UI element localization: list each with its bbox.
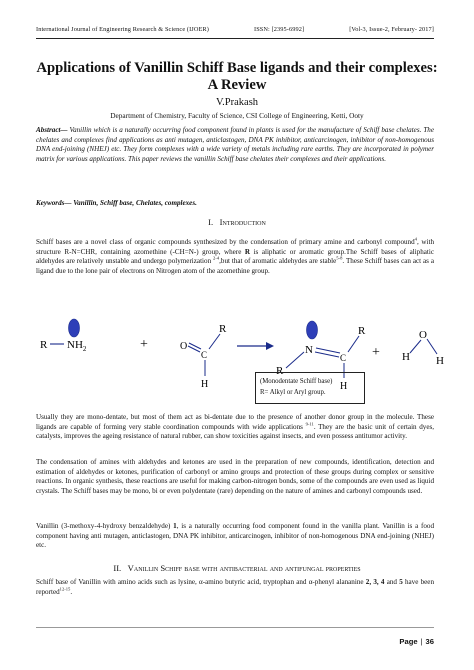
paragraph-text: . They are the basic unit of certain dyes, catalysts, improves the ageing resistance of natural rubber, can show toxicities against insects, and even possess antitumor activity. [36,422,435,441]
product-r2-label: R [358,325,366,337]
carbonyl-r-label: R [219,323,227,335]
compound-number: 5 [399,578,403,586]
abstract [36,126,434,164]
footer-rule [36,627,434,628]
amine-r-label: R [40,339,48,351]
legend-line-2: R= Alkyl or Aryl group. [260,389,326,396]
paragraph-condensation: The condensation of amines with aldehydes and ketones are used in the preparation of new compounds, identification, detection and estimation of aldehydes or ketones, purification of carbonyl or amino groups and protection of these groups during complex or sensitive reactions. In organic synthesis, these reactions are useful for making carbon-nitrogen bonds, some of the compounds are even used as liquid crystals. The Schiff bases may be mono, bi or even polydentate (rare) depending on the nature of amines and carbonyl compounds used. [36,458,434,495]
legend-line-1: (Monodentate Schiff base) [260,378,333,385]
water-o-label: O [419,329,427,341]
journal-name: International Journal of Engineering Research & Science (IJOER) [36,26,209,33]
r-n-bond-product [286,352,304,368]
product-h-label: H [340,381,348,392]
paragraph-amino-acids [36,578,434,597]
intro-text: ,but that of aromatic aldehydes are stable [219,257,337,266]
citation: 5-8 [336,255,343,261]
c-n-double-bond [316,348,340,353]
compound-numbers: 2, 3, 4 [365,578,385,586]
section-heading-antibacterial [0,563,474,573]
page-number: 36 [425,637,434,646]
header-rule [36,38,434,39]
o-h-bond-left [410,340,421,353]
intro-text: Schiff bases are a novel class of organic compounds synthesized by the condensation of primary amine and carbonyl compound [36,238,415,246]
section-title: Vanillin Schiff base with antibacterial and antifungal properties [127,563,361,573]
citation: 2-4 [213,255,220,261]
carbonyl-c-label: C [201,350,208,360]
issn: ISSN: [2395-6992] [254,26,305,33]
paragraph-text: have been reported [36,578,435,596]
c-n-double-bond-2 [315,352,339,357]
page-separator: | [420,637,423,646]
amine-nh2-label: $NH_2$ [67,339,87,353]
keywords: Keywords— Vanillin, Schiff base, Chelates, complexes. [36,199,197,207]
running-header [36,26,434,33]
paragraph-text: Schiff base of Vanillin with amino acids such as lysine, α-amino butyric acid, tryptophan and α-phenyl alananine [36,578,366,586]
paper-title [20,60,454,94]
citation: 4 [414,236,417,242]
title-line-1: Applications of Vanillin Schiff Base ligands and their complexes: [36,60,438,76]
product-c-label: C [340,353,347,363]
compound-number: 1 [173,522,177,530]
author-name: V.Prakash [215,97,259,108]
intro-paragraph [36,238,434,276]
section-number: I. [208,217,214,227]
lone-pair-orbital-icon [307,321,318,339]
r-symbol: R [244,247,251,256]
lone-pair-orbital-icon [69,319,80,337]
water-h-left: H [402,351,410,363]
paragraph-text: , is a naturally occurring food component found in the vanilla plant. Vanillin is a food component having anti mutagen, anticlastogen, DNA PK inhibitor, anticarcinogen, inhibitor of non-homogenous DNA end-joining (NHEJ) etc. [36,522,434,550]
intro-text: . These Schiff bases can act as a ligand due to the lone pair of electrons on Nitrogen atom of the azomethine group. [36,257,434,275]
volume-issue: [Vol-3, Issue-2, February- 2017] [349,26,434,33]
title-line-2: A Review [207,77,267,93]
paragraph-text: Vanillin (3-methoxy-4-hydroxy benzaldehyde) [36,522,174,530]
abstract-label: Abstract— [36,126,68,134]
product-r-label: R [276,365,284,377]
c-o-double-bond [189,343,201,349]
intro-text: is aliphatic or aromatic group.The Schiff bases of aliphatic aldehydes are relatively unstable and undergo polymerization [36,247,434,266]
page-footer [399,637,434,646]
reaction-scheme [20,292,460,427]
product-n-label: N [305,344,313,356]
scheme-legend-box [255,372,365,404]
o-h-bond-right [427,339,437,354]
c-r-bond [209,334,220,349]
arrow-head-icon [266,342,274,350]
citation: 12-15 [59,586,71,592]
section-number: II. [113,563,122,573]
paragraph-text: Usually they are mono-dentate, but most of them act as bi-dentate due to the presence of another donor group in the molecule. These ligands are capable of forming very stable coordination compounds with wide applications [36,413,434,431]
section-title: Introduction [219,217,266,227]
affiliation: Department of Chemistry, Faculty of Science, CSI College of Engineering, Ketti, Ooty [110,111,364,120]
page-label: Page [399,637,418,646]
citation: 9-11 [305,421,314,427]
paragraph-dentate [36,413,434,442]
plus-sign-2: + [372,345,380,360]
carbonyl-h-label: H [201,379,209,390]
abstract-text: Vanillin which is a naturally occurring food component found in plants is used for the manufacture of Schiff base chelates. The chelates and complexes find applications as anti mutagen, anticlastogen, DNA PK inhibitor, anticarcinogen, inhibitor of non-homogenous DNA end-joining (NHEJ) etc. They form complexes with a wide variety of metals including rare earths. They are incorporated in polymer matrix for various applications. This paper reviews the vanillin Schiff base chelates their complexes and their applications. [36,126,434,163]
c-r-bond-product [348,336,359,352]
paragraph-text: . [70,587,73,596]
paragraph-text: and [384,578,400,586]
c-o-double-bond-2 [188,346,200,352]
carbonyl-o-label: O [180,341,188,352]
paragraph-vanillin [36,522,434,551]
section-heading-introduction [0,217,474,227]
plus-sign-1: + [140,337,148,352]
intro-text: , with structure R-N=CHR, containing azomethine (-CH=N-) group, where [36,238,434,256]
water-h-right: H [436,355,444,367]
